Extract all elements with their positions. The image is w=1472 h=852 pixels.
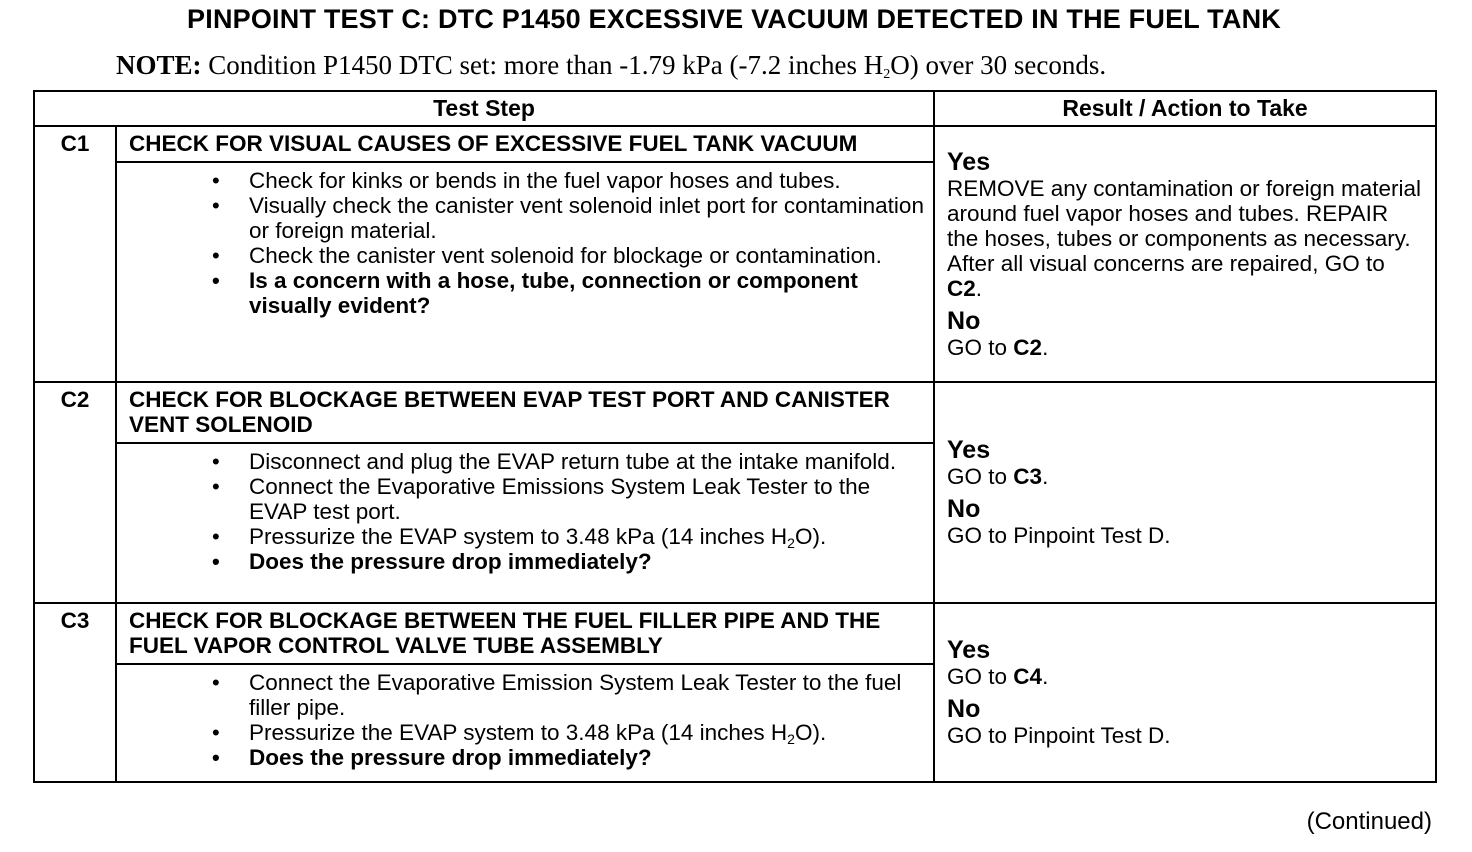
document-title: PINPOINT TEST C: DTC P1450 EXCESSIVE VACUUM DETECTED IN THE FUEL TANK	[187, 4, 1281, 34]
step-question: • Is a concern with a hose, tube, connection or component visually evident?	[117, 268, 933, 318]
list-item: • Check for kinks or bends in the fuel vapor hoses and tubes.	[117, 168, 933, 193]
step-question: • Does the pressure drop immediately?	[117, 549, 933, 574]
note-text-after: O) over 30 seconds.	[890, 50, 1107, 80]
note	[116, 50, 1106, 81]
step-id: C3	[34, 603, 116, 782]
no-action: GO to Pinpoint Test D.	[947, 523, 1171, 548]
yes-action: REMOVE any contamination or foreign material around fuel vapor hoses and tubes. REPAIR the hoses, tubes or components as necessary. After all visual concerns are repaired, GO to C2.	[947, 175, 1421, 301]
note-subscript: 2	[883, 67, 891, 82]
list-item: • Visually check the canister vent solenoid inlet port for contamination or foreign material.	[117, 193, 933, 243]
list-item: • Pressurize the EVAP system to 3.48 kPa (14 inches $H_2O$).	[117, 720, 933, 745]
yes-label: Yes	[947, 436, 991, 464]
yes-action: GO to C4.	[947, 664, 1049, 689]
step-result	[934, 382, 1436, 603]
step-header: CHECK FOR VISUAL CAUSES OF EXCESSIVE FUEL TANK VACUUM	[116, 126, 934, 162]
list-item: • Check the canister vent solenoid for blockage or contamination.	[117, 243, 933, 268]
no-action: GO to C2.	[947, 334, 1049, 360]
step-id: C1	[34, 126, 116, 382]
step-c3-header-row	[34, 603, 1436, 664]
step-result	[934, 126, 1436, 382]
pinpoint-test-table	[33, 90, 1437, 783]
step-result	[934, 603, 1436, 782]
no-label: No	[947, 695, 981, 723]
continued-label: (Continued)	[1306, 808, 1432, 835]
step-c2-header-row	[34, 382, 1436, 443]
note-text-before: Condition P1450 DTC set: more than -1.79 kPa (-7.2 inches H	[201, 50, 884, 80]
no-label: No	[947, 306, 981, 335]
note-label: NOTE:	[116, 50, 202, 80]
step-id: C2	[34, 382, 116, 603]
column-header-test-step: Test Step	[34, 91, 934, 126]
list-item: • Connect the Evaporative Emission System Leak Tester to the fuel filler pipe.	[117, 670, 933, 720]
no-label: No	[947, 495, 981, 523]
step-c1-header-row	[34, 126, 1436, 162]
yes-label: Yes	[947, 147, 991, 176]
list-item: • Connect the Evaporative Emissions System Leak Tester to the EVAP test port.	[117, 474, 933, 524]
yes-action: GO to C3.	[947, 464, 1049, 489]
step-bullets	[116, 443, 934, 603]
list-item: • Pressurize the EVAP system to 3.48 kPa (14 inches $H_2O$).	[117, 524, 933, 549]
step-header: CHECK FOR BLOCKAGE BETWEEN EVAP TEST PORT AND CANISTER VENT SOLENOID	[116, 382, 934, 443]
step-bullets	[116, 162, 934, 382]
no-action: GO to Pinpoint Test D.	[947, 723, 1171, 748]
yes-label: Yes	[947, 636, 991, 664]
step-header: CHECK FOR BLOCKAGE BETWEEN THE FUEL FILLER PIPE AND THE FUEL VAPOR CONTROL VALVE TUBE ASSEMBLY	[116, 603, 934, 664]
column-header-result: Result / Action to Take	[934, 91, 1436, 126]
step-question: • Does the pressure drop immediately?	[117, 745, 933, 770]
list-item: • Disconnect and plug the EVAP return tube at the intake manifold.	[117, 449, 933, 474]
table-header-row	[34, 91, 1436, 126]
step-bullets	[116, 664, 934, 782]
